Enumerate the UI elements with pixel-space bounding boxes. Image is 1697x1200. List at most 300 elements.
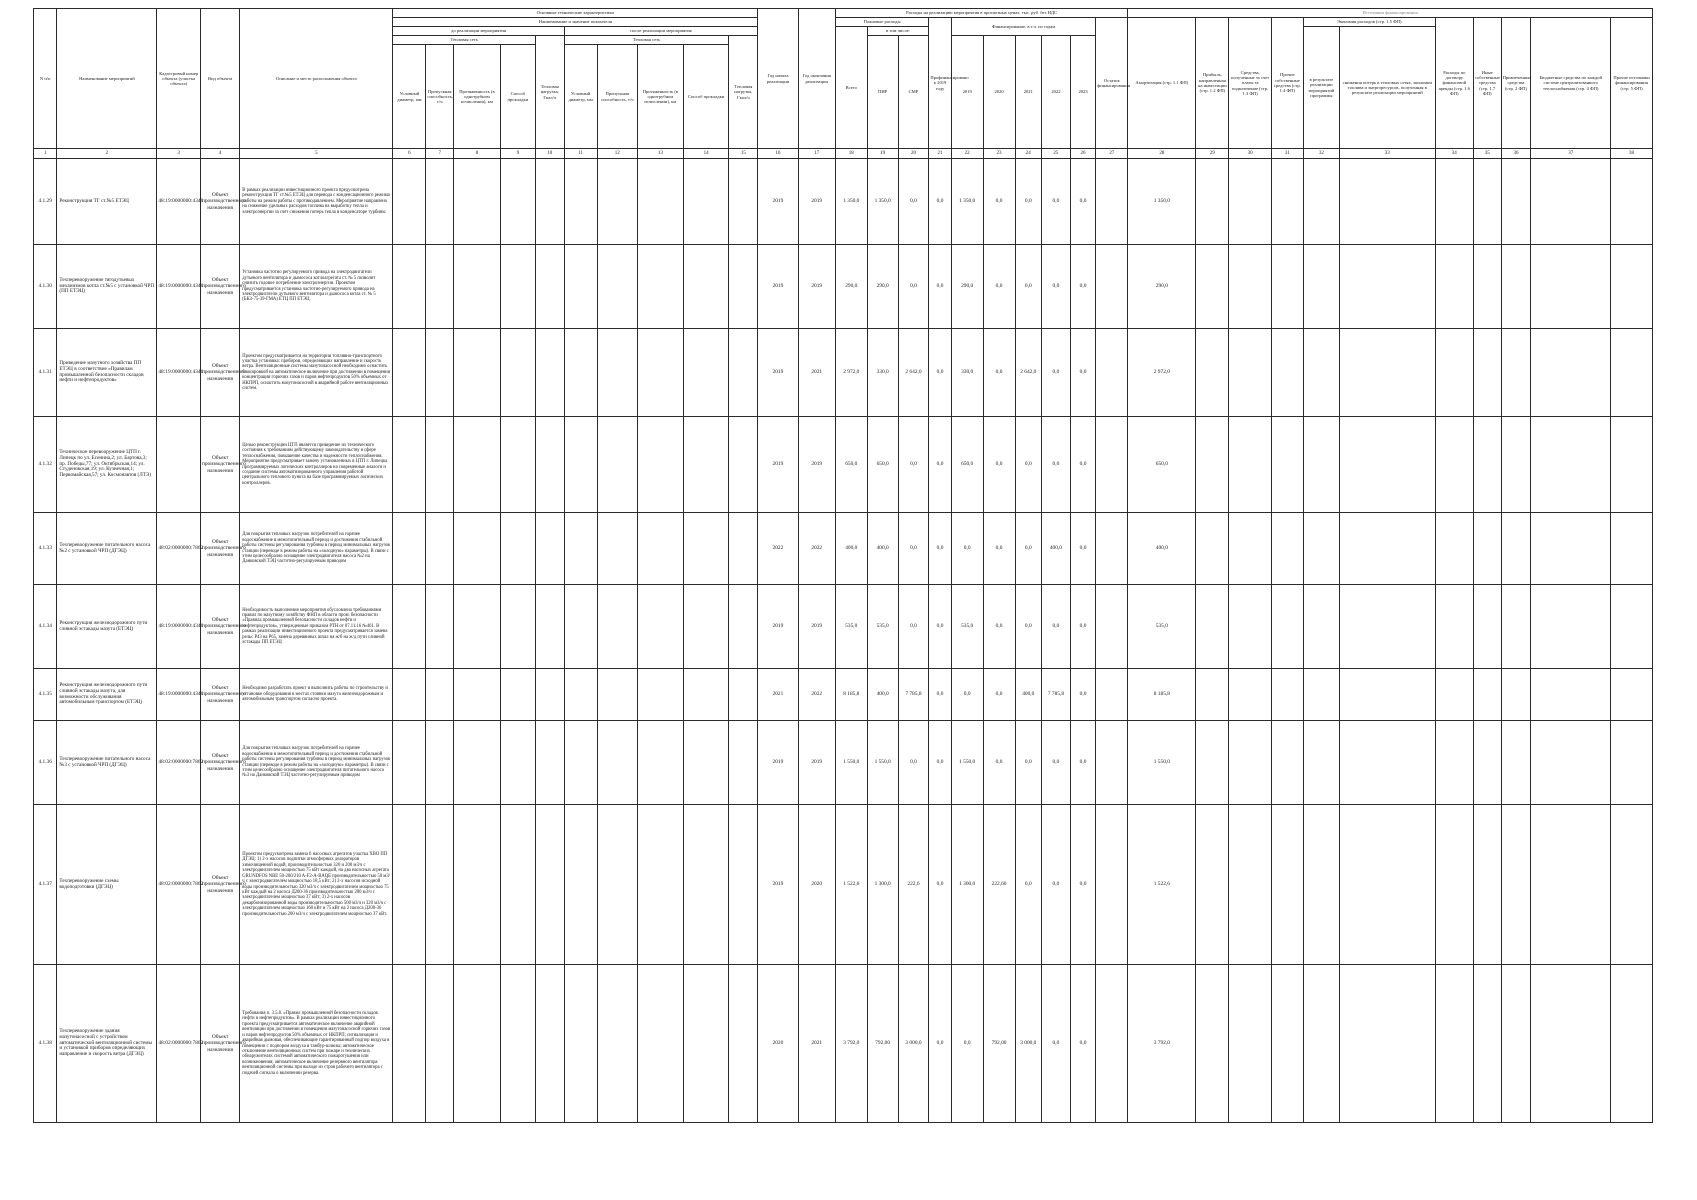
empty-cell <box>1096 669 1128 721</box>
empty-cell <box>1196 159 1229 245</box>
column-number-38: 38 <box>1611 149 1653 159</box>
empty-cell <box>1271 721 1303 805</box>
year-start: 2019 <box>758 159 798 245</box>
empty-cell <box>1501 159 1531 245</box>
pir-cost: 535,0 <box>867 585 898 669</box>
empty-cell <box>500 585 535 669</box>
cadastral-number: 48:19:0000000:4346 <box>157 159 201 245</box>
lease-header: Расходы по договору финансовой аренды (стр. 1.6 ФП) <box>1435 18 1473 149</box>
empty-cell <box>1339 805 1435 965</box>
empty-cell <box>1271 585 1303 669</box>
financing-header: Финансирование, в т.ч. по годам <box>951 18 1096 36</box>
object-type: Объект производственного назначения <box>200 329 239 417</box>
year-end-header: Год окончания реализации <box>798 9 835 149</box>
empty-cell <box>1435 417 1473 513</box>
empty-cell <box>426 721 454 805</box>
pir-cost: 1 350,0 <box>867 159 898 245</box>
object-type: Объект производственного назначения <box>200 965 239 1123</box>
laying-after-header: Способ прокладки <box>683 45 729 149</box>
empty-cell <box>1096 965 1128 1123</box>
table-row <box>34 585 1653 669</box>
empty-cell <box>535 159 564 245</box>
remaining-header: Остаток финансирования <box>1096 18 1128 149</box>
empty-cell <box>1501 513 1531 585</box>
column-number-26: 26 <box>1070 149 1096 159</box>
empty-cell <box>1229 245 1272 329</box>
column-number-19: 19 <box>867 149 898 159</box>
column-number-12: 12 <box>597 149 637 159</box>
financed-before-2019: 0,0 <box>929 585 951 669</box>
empty-cell <box>535 513 564 585</box>
object-type: Объект производственного назначения <box>200 669 239 721</box>
pir-cost: 290,0 <box>867 245 898 329</box>
row-number: 4.1.33 <box>34 513 57 585</box>
empty-cell <box>500 159 535 245</box>
smr-cost: 2 642,0 <box>898 329 929 417</box>
empty-cell <box>638 513 684 585</box>
financed-before-2019: 0,0 <box>929 513 951 585</box>
column-number-22: 22 <box>951 149 983 159</box>
budget-header: Бюджетные средства по каждой системе централизованного теплоснабжения (стр. 4 ФП) <box>1531 18 1611 149</box>
smr-cost: 222,6 <box>898 805 929 965</box>
empty-cell <box>729 245 758 329</box>
empty-cell <box>1196 721 1229 805</box>
financing-2020: 0,0 <box>983 329 1015 417</box>
empty-cell <box>454 669 501 721</box>
year-start: 2022 <box>758 513 798 585</box>
total-cost: 535,0 <box>835 585 867 669</box>
total-cost: 2 972,0 <box>835 329 867 417</box>
smr-cost: 0,0 <box>898 245 929 329</box>
tech-sub-header: Наименование и значение показателя <box>393 18 758 27</box>
empty-cell <box>1196 329 1229 417</box>
measure-name: Техперевооружение тягодутьевых механизмов котла ст.№5 с установкой ЧРП (ПП ЕТЭЦ) <box>57 245 157 329</box>
heat-load-before-header: Тепловая нагрузка, Гкал/ч <box>535 36 564 149</box>
total-cost: 3 792,0 <box>835 965 867 1123</box>
col-no-header: N п/п <box>34 9 57 149</box>
empty-cell <box>500 417 535 513</box>
financing-2022: 0,0 <box>1042 805 1071 965</box>
empty-cell <box>1473 329 1501 417</box>
empty-cell <box>1435 329 1473 417</box>
empty-cell <box>1229 513 1272 585</box>
empty-cell <box>1531 159 1611 245</box>
empty-cell <box>500 721 535 805</box>
empty-cell <box>1229 721 1272 805</box>
before-header: до реализации мероприятия <box>393 27 564 36</box>
column-number-28: 28 <box>1128 149 1196 159</box>
empty-cell <box>683 805 729 965</box>
financing-2021: 2 642,0 <box>1015 329 1042 417</box>
measure-name: Реконструкция ТГ ст.№5 ЕТЭЦ <box>57 159 157 245</box>
column-number-4: 4 <box>200 149 239 159</box>
financing-2023: 0,0 <box>1070 965 1096 1123</box>
financing-2021: 0,0 <box>1015 245 1042 329</box>
financing-2019: 1 300,0 <box>951 805 983 965</box>
empty-cell <box>683 965 729 1123</box>
empty-cell <box>535 669 564 721</box>
object-type: Объект производственного назначения <box>200 417 239 513</box>
empty-cell <box>1096 513 1128 585</box>
year-start: 2019 <box>758 245 798 329</box>
financing-2019: 0,0 <box>951 669 983 721</box>
econ-header: Экономия расходов (стр. 1.5 ФП) <box>1303 18 1435 27</box>
empty-cell <box>393 329 426 417</box>
empty-cell <box>454 721 501 805</box>
financing-2022: 0,0 <box>1042 965 1071 1123</box>
object-description: Установка частотно регулируемого привода на электродвигатели дутьевого вентилятора и дымососа котлоагрегата ст. № 5 позволит снизить годовое потребление электроэнергии. Проектом предусматривается установка частотно-регулируемого привода на электродвигатели дутьевого вентилятора и дымососа котла ст. № 5 (БКЗ-75-39-ГМА) ЕТЦ ПП ЕТЭЦ. <box>240 245 393 329</box>
empty-cell <box>597 965 637 1123</box>
empty-cell <box>1271 329 1303 417</box>
column-number-18: 18 <box>835 149 867 159</box>
empty-cell <box>500 805 535 965</box>
empty-cell <box>393 417 426 513</box>
financing-2021: 0,0 <box>1015 805 1042 965</box>
empty-cell <box>564 329 597 417</box>
amortization: 400,0 <box>1128 513 1196 585</box>
object-description: Необходимость выполнения мероприятия обусловлена требованиями правил по мазутному хозяйству ФНП в области пром. безопасности «Правила промышленной безопасности складов нефти и нефтепродуктов», утвержденные приказом РТН от 07.11.16 №461. В рамках реализации инвестиционного проекта предусматривается замена рельс Р43 на Р65, замена деревянных шпал на ж/б на ж/д пути сливной эстакады ПП ЕТЭЦ <box>240 585 393 669</box>
total-header: Всего <box>835 27 867 149</box>
table-row <box>34 669 1653 721</box>
smr-cost: 0,0 <box>898 513 929 585</box>
empty-cell <box>1501 669 1531 721</box>
year-end: 2021 <box>798 965 835 1123</box>
empty-cell <box>1096 159 1128 245</box>
empty-cell <box>1435 245 1473 329</box>
other-src-header: Прочие источники финансирования (стр. 5 ФП) <box>1611 18 1653 149</box>
column-number-33: 33 <box>1339 149 1435 159</box>
empty-cell <box>1339 585 1435 669</box>
empty-cell <box>1271 669 1303 721</box>
empty-cell <box>1501 965 1531 1123</box>
empty-cell <box>1196 965 1229 1123</box>
empty-cell <box>535 721 564 805</box>
column-number-30: 30 <box>1229 149 1272 159</box>
empty-cell <box>564 417 597 513</box>
financing-2019: 290,0 <box>951 245 983 329</box>
column-number-27: 27 <box>1096 149 1128 159</box>
pir-cost: 400,0 <box>867 669 898 721</box>
empty-cell <box>500 329 535 417</box>
table-row <box>34 245 1653 329</box>
empty-cell <box>1501 585 1531 669</box>
empty-cell <box>1339 513 1435 585</box>
empty-cell <box>597 805 637 965</box>
financed-before-2019: 0,0 <box>929 805 951 965</box>
empty-cell <box>1611 245 1653 329</box>
row-number: 4.1.34 <box>34 585 57 669</box>
financing-2021: 400,0 <box>1015 669 1042 721</box>
empty-cell <box>1096 721 1128 805</box>
object-type: Объект производственного назначения <box>200 513 239 585</box>
object-type: Объект производственного назначения <box>200 585 239 669</box>
row-number: 4.1.38 <box>34 965 57 1123</box>
financing-2023: 0,0 <box>1070 159 1096 245</box>
empty-cell <box>597 669 637 721</box>
column-number-6: 6 <box>393 149 426 159</box>
col-type-header: Вид объекта <box>200 9 239 149</box>
pir-cost: 400,0 <box>867 513 898 585</box>
empty-cell <box>638 329 684 417</box>
empty-cell <box>426 159 454 245</box>
empty-cell <box>1435 513 1473 585</box>
empty-cell <box>426 669 454 721</box>
financing-2020: 222,60 <box>983 805 1015 965</box>
empty-cell <box>1271 513 1303 585</box>
column-number-17: 17 <box>798 149 835 159</box>
financing-2023: 0,0 <box>1070 417 1096 513</box>
empty-cell <box>500 513 535 585</box>
y2023-header: 2023 <box>1070 36 1096 149</box>
financing-2021: 0,0 <box>1015 417 1042 513</box>
column-number-32: 32 <box>1303 149 1339 159</box>
empty-cell <box>454 965 501 1123</box>
object-description: Для покрытия тепловых нагрузок потребителей на горячее водоснабжение в межотопительный период и достижения стабильной работы системы регулирования турбины в период минимальных нагрузок станции (переводе в режим работы на «холодную» параметры). В связи с этим целесообразно оснащение электродвигателя питательного насоса №3 на Данковской ТЭЦ частотно-регулируемым приводом <box>240 721 393 805</box>
empty-cell <box>500 245 535 329</box>
empty-cell <box>729 721 758 805</box>
row-number: 4.1.32 <box>34 417 57 513</box>
empty-cell <box>1611 669 1653 721</box>
cadastral-number: 48:19:0000000:4346 <box>157 245 201 329</box>
empty-cell <box>1611 329 1653 417</box>
pir-cost: 330,0 <box>867 329 898 417</box>
financing-2020: 0,0 <box>983 245 1015 329</box>
year-start: 2021 <box>758 669 798 721</box>
empty-cell <box>454 513 501 585</box>
total-cost: 1 550,0 <box>835 721 867 805</box>
empty-cell <box>1303 965 1339 1123</box>
column-number-20: 20 <box>898 149 929 159</box>
financing-2020: 0,0 <box>983 721 1015 805</box>
empty-cell <box>564 245 597 329</box>
smr-cost: 0,0 <box>898 721 929 805</box>
empty-cell <box>729 329 758 417</box>
financing-2022: 0,0 <box>1042 245 1071 329</box>
empty-cell <box>1229 805 1272 965</box>
empty-cell <box>1303 669 1339 721</box>
financing-2021: 0,0 <box>1015 721 1042 805</box>
financing-2022: 0,0 <box>1042 721 1071 805</box>
financing-2023: 0,0 <box>1070 805 1096 965</box>
year-start: 2019 <box>758 585 798 669</box>
empty-cell <box>1229 669 1272 721</box>
object-type: Объект производственного назначения <box>200 805 239 965</box>
empty-cell <box>729 669 758 721</box>
smr-cost: 0,0 <box>898 159 929 245</box>
empty-cell <box>1339 669 1435 721</box>
empty-cell <box>426 417 454 513</box>
other-own-header: Прочие собственные средства (стр. 1.4 ФП) <box>1271 18 1303 149</box>
column-number-23: 23 <box>983 149 1015 159</box>
column-number-21: 21 <box>929 149 951 159</box>
empty-cell <box>683 417 729 513</box>
empty-cell <box>1501 417 1531 513</box>
empty-cell <box>393 245 426 329</box>
empty-cell <box>1435 669 1473 721</box>
pir-cost: 792,00 <box>867 965 898 1123</box>
table-row <box>34 721 1653 805</box>
empty-cell <box>426 513 454 585</box>
measure-name: Техперевооружение питательного насоса №3 с установкой ЧРП (ДГЭЦ) <box>57 721 157 805</box>
laying-before-header: Способ прокладки <box>500 45 535 149</box>
empty-cell <box>1531 805 1611 965</box>
empty-cell <box>426 805 454 965</box>
year-start: 2019 <box>758 417 798 513</box>
empty-cell <box>638 585 684 669</box>
financing-2020: 0,0 <box>983 417 1015 513</box>
column-number-8: 8 <box>454 149 501 159</box>
empty-cell <box>1531 965 1611 1123</box>
empty-cell <box>564 721 597 805</box>
cadastral-number: 48:19:0000000:4346 <box>157 329 201 417</box>
measure-name: Реконструкция железнодорожного пути сливной эстакады мазута (ЕТЭЦ) <box>57 585 157 669</box>
cadastral-number: 48:02:0000000:7862 <box>157 721 201 805</box>
year-start: 2019 <box>758 329 798 417</box>
empty-cell <box>729 965 758 1123</box>
empty-cell <box>1096 805 1128 965</box>
y2019-header: 2019 <box>951 36 983 149</box>
financed-before-2019: 0,0 <box>929 329 951 417</box>
empty-cell <box>638 965 684 1123</box>
empty-cell <box>683 159 729 245</box>
empty-cell <box>638 245 684 329</box>
table-row <box>34 417 1653 513</box>
amortization: 3 792,0 <box>1128 965 1196 1123</box>
col-cadastr-header: Кадастровый номер объекта (участка объекта) <box>157 9 201 149</box>
empty-cell <box>393 669 426 721</box>
empty-cell <box>1473 159 1501 245</box>
empty-cell <box>500 965 535 1123</box>
amortization: 290,0 <box>1128 245 1196 329</box>
empty-cell <box>683 721 729 805</box>
empty-cell <box>1096 329 1128 417</box>
year-end: 2019 <box>798 585 835 669</box>
econ-other-header: снижения потерь в тепловых сетях, экономии топлива и энергоресурсов, полученная в результате реализации мероприятий <box>1339 27 1435 149</box>
empty-cell <box>729 805 758 965</box>
empty-cell <box>1196 417 1229 513</box>
amortization: 650,0 <box>1128 417 1196 513</box>
financing-2022: 400,0 <box>1042 513 1071 585</box>
sources-group-header: Источники финансирования <box>1128 9 1653 18</box>
heat-net-before-header: Тепловая сеть <box>393 36 535 45</box>
empty-cell <box>1196 513 1229 585</box>
cadastral-number: 48:02:0000000:7862 <box>157 513 201 585</box>
financing-2019: 0,0 <box>951 965 983 1123</box>
financed-before-2019: 0,0 <box>929 721 951 805</box>
object-type: Объект производственного назначения <box>200 721 239 805</box>
empty-cell <box>597 159 637 245</box>
total-cost: 8 185,8 <box>835 669 867 721</box>
smr-cost: 3 000,0 <box>898 965 929 1123</box>
col-desc-header: Описание и место расположения объекта <box>240 9 393 149</box>
object-description: Проектом предусмотрена замена 6 насосных агрегатов участка ХВО ПП ДГЭЦ: 1) 2-х насосов подпитки атмосферных деаэраторов химочищенной водой, производительностью 320 и 200 м3/ч с электродвигателем мощностью 75 кВт каждый, на два насосных агрегата GRUNDFOS NBE 50-200/210 A-F2-A-BAQE производительностью 50 м3/ч с электродвигателем мощностью 18,5 кВт; 2) 2-х насосов исходной воды производительностью 320 м3/ч с электродвигателем мощностью 75 кВт каждый на 2 насоса Д200-36 производительностью 200 м3/ч с электродвигателем мощностью 37 кВт; 3) 2-х насосов декарбонизированной воды производительностью 500 м3/ч и 320 м3/ч с электродвигателем мощностью 160 кВт и 75 кВт на 2 насоса Д200-36 производительностью 200 м3/ч с электродвигателем мощностью 37 кВт. <box>240 805 393 965</box>
object-description: В рамках реализации инвестиционного проекта предусмотрена реконструкция ТГ ст.№5 ЕТЭЦ для перевода с конденсационного режима работы на режим работы с противодавлением. Мероприятие направлено на снижение удельных расходов топлива на выработку тепла и электроэнергии за счет снижения потерь тепла в конденсаторе турбины <box>240 159 393 245</box>
length-before-header: Протяженность (в однотрубном исчислении), км <box>454 45 501 149</box>
table-row <box>34 965 1653 1123</box>
pir-cost: 1 300,0 <box>867 805 898 965</box>
empty-cell <box>1303 417 1339 513</box>
heat-load-after-header: Тепловая нагрузка, Гкал/ч <box>729 36 758 149</box>
empty-cell <box>535 417 564 513</box>
year-start: 2019 <box>758 805 798 965</box>
empty-cell <box>683 245 729 329</box>
column-number-2: 2 <box>57 149 157 159</box>
year-end: 2022 <box>798 513 835 585</box>
year-start: 2019 <box>758 721 798 805</box>
column-number-5: 5 <box>240 149 393 159</box>
cadastral-number <box>157 417 201 513</box>
investment-program-sheet <box>33 8 1653 1123</box>
empty-cell <box>1531 721 1611 805</box>
measure-name: Приведение мазутного хозяйства ПП ЕТЭЦ в соответствие «Правилам промышленной безопасности складов нефти и нефтепродуктов» <box>57 329 157 417</box>
empty-cell <box>393 805 426 965</box>
empty-cell <box>683 329 729 417</box>
empty-cell <box>564 159 597 245</box>
financing-2020: 0,0 <box>983 585 1015 669</box>
column-number-3: 3 <box>157 149 201 159</box>
financing-2022: 0,0 <box>1042 159 1071 245</box>
borrowed-header: Привлеченные средства (стр. 2 ФП) <box>1501 18 1531 149</box>
empty-cell <box>597 245 637 329</box>
financing-2019: 535,0 <box>951 585 983 669</box>
total-cost: 1 522,6 <box>835 805 867 965</box>
empty-cell <box>1531 585 1611 669</box>
amortization: 1 350,0 <box>1128 159 1196 245</box>
total-cost: 1 350,0 <box>835 159 867 245</box>
cadastral-number: 48:02:0000000:7862 <box>157 965 201 1123</box>
empty-cell <box>393 721 426 805</box>
empty-cell <box>564 965 597 1123</box>
column-number-7: 7 <box>426 149 454 159</box>
object-type: Объект производственного назначения <box>200 245 239 329</box>
empty-cell <box>1473 805 1501 965</box>
column-number-1: 1 <box>34 149 57 159</box>
financing-2021: 0,0 <box>1015 585 1042 669</box>
amort-header: Амортизация (стр. 1.1 ФП) <box>1128 18 1196 149</box>
column-number-25: 25 <box>1042 149 1071 159</box>
empty-cell <box>638 417 684 513</box>
empty-cell <box>1339 721 1435 805</box>
capacity-after-header: Пропускная способность, т/ч <box>597 45 637 149</box>
empty-cell <box>1473 965 1501 1123</box>
financed-before-2019: 0,0 <box>929 965 951 1123</box>
empty-cell <box>638 159 684 245</box>
column-number-16: 16 <box>758 149 798 159</box>
empty-cell <box>1339 417 1435 513</box>
column-number-31: 31 <box>1271 149 1303 159</box>
empty-cell <box>1303 805 1339 965</box>
empty-cell <box>683 585 729 669</box>
table-row <box>34 159 1653 245</box>
column-number-29: 29 <box>1196 149 1229 159</box>
empty-cell <box>1229 159 1272 245</box>
empty-cell <box>564 513 597 585</box>
empty-cell <box>683 513 729 585</box>
financing-2022: 7 785,8 <box>1042 669 1071 721</box>
connection-header: Средства, полученные за счет платы за подключение (стр. 1.3 ФП) <box>1229 18 1272 149</box>
row-number: 4.1.36 <box>34 721 57 805</box>
empty-cell <box>1611 805 1653 965</box>
empty-cell <box>597 417 637 513</box>
amortization: 2 972,0 <box>1128 329 1196 417</box>
empty-cell <box>729 585 758 669</box>
empty-cell <box>1611 721 1653 805</box>
empty-cell <box>535 805 564 965</box>
object-description: Требования п. 3.5.8. «Правил промышленной безопасности складов нефти и нефтепродуктов». В рамках реализации инвестиционного проекта предусматривается автоматическое включение аварийной вентиляции при достижении в помещении мазутонасосной горючих газов и паров нефтепродуктов 50% объемных от НКПРП; сигнализация и аварийная дымовая, обеспечивающие гарантированный подпор воздуха в помещении с подпором воздуха в тамбур-шлюзы; автоматическое отключение вентиляционных систем при пожаре и технических обнаружителях системой автоматического пожаротушения или возникновения; автоматическое включение резервного вентилятора вентиляционной системы при выходе из строя рабочего вентилятора с подачей сигнала о включении резерва. <box>240 965 393 1123</box>
row-number: 4.1.37 <box>34 805 57 965</box>
column-number-36: 36 <box>1501 149 1531 159</box>
year-end: 2019 <box>798 417 835 513</box>
